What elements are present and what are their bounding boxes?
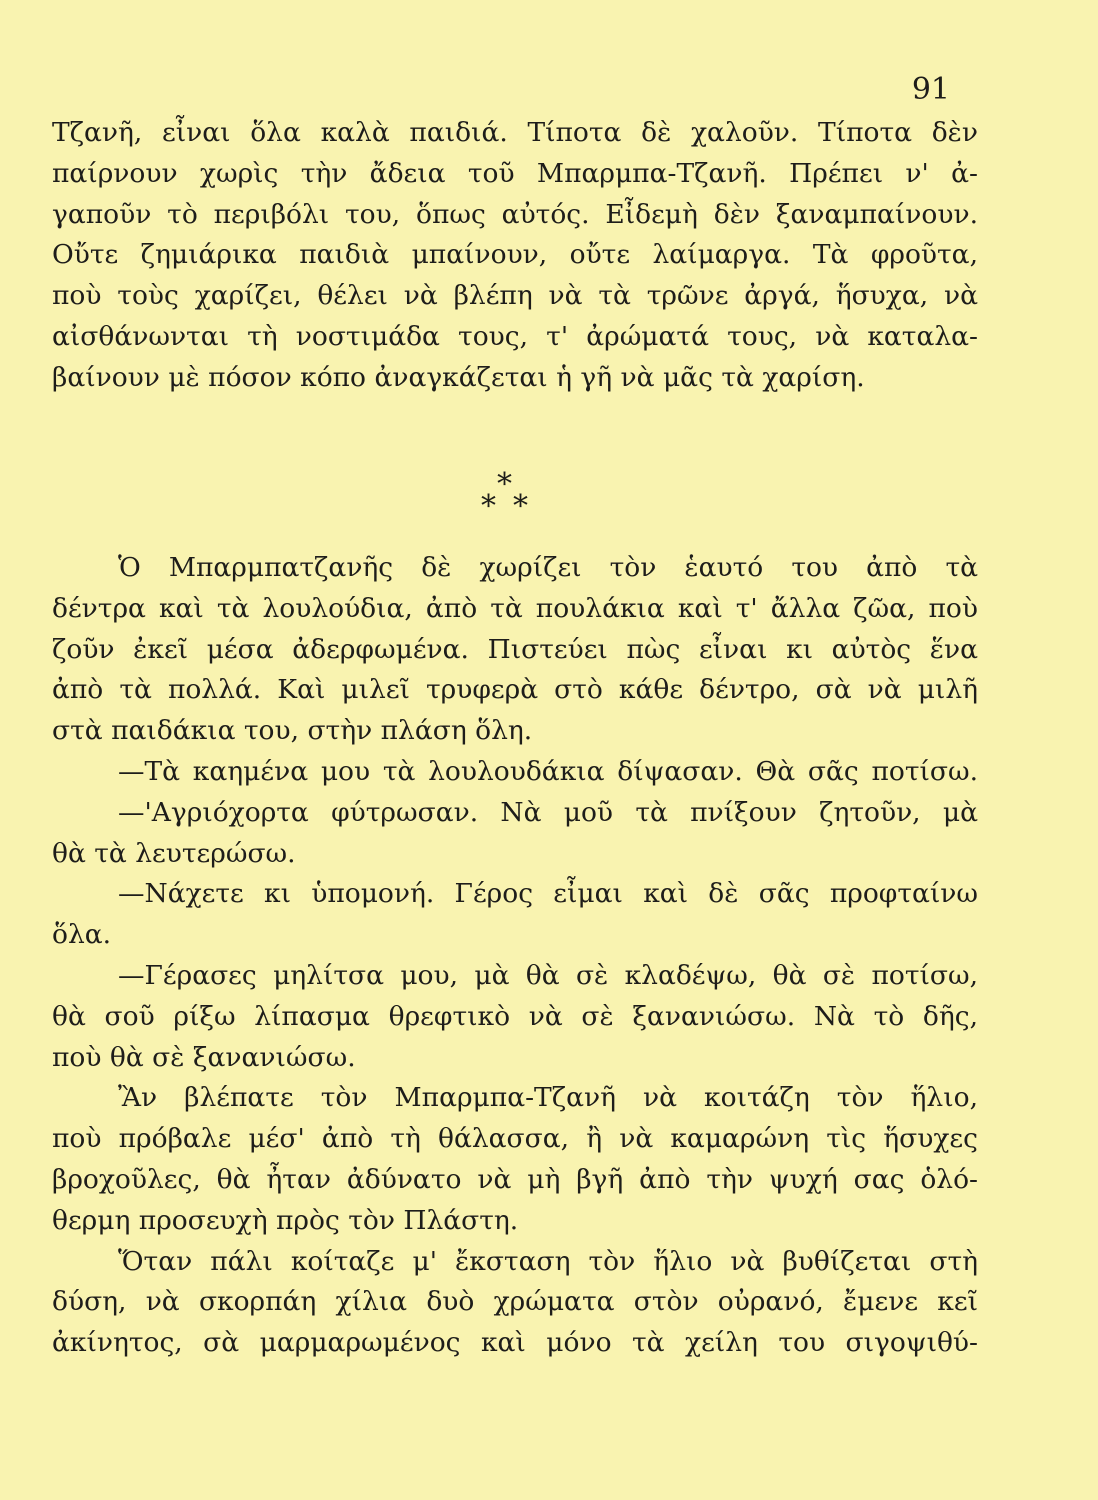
- text-line: ποὺ θὰ σὲ ξανανιώσω.: [52, 1041, 356, 1073]
- section-ornament: [0, 467, 1098, 530]
- text-line: δύση, νὰ σκορπάη χίλια δυὸ χρώματα στὸν οὐρανό, ἔμενε κεῖ: [52, 1286, 978, 1318]
- text-line: —Γέρασες μηλίτσα μου, μὰ θὰ σὲ κλαδέψω, θὰ σὲ ποτίσω,: [118, 959, 978, 991]
- text-line: ἀπὸ τὰ πολλά. Καὶ μιλεῖ τρυφερὰ στὸ κάθε δέντρο, σὰ νὰ μιλῆ: [52, 674, 978, 706]
- asterisk: *: [481, 489, 496, 524]
- text-line: Τζανῆ, εἶναι ὅλα καλὰ παιδιά. Τίποτα δὲ χαλοῦν. Τίποτα δὲν: [52, 117, 978, 148]
- text-line: Ὁ Μπαρμπατζανῆς δὲ χωρίζει τὸν ἑαυτό του ἀπὸ τὰ: [118, 552, 978, 583]
- text-line: θὰ σοῦ ρίξω λίπασμα θρεφτικὸ νὰ σὲ ξανανιώσω. Νὰ τὸ δῆς,: [52, 1000, 978, 1032]
- text-line: δέντρα καὶ τὰ λουλούδια, ἀπὸ τὰ πουλάκια καὶ τ' ἄλλα ζῶα, ποὺ: [52, 592, 978, 624]
- text-line: θερμη προσευχὴ πρὸς τὸν Πλάστη.: [52, 1204, 519, 1236]
- paragraph-1: [52, 113, 978, 399]
- asterisk: *: [497, 467, 512, 502]
- paragraph-2: [52, 548, 978, 1364]
- asterisk: *: [513, 489, 528, 524]
- text-line: στὰ παιδάκια του, στὴν πλάση ὅλη.: [52, 715, 533, 747]
- text-line: αἰσθάνωνται τὴ νοστιμάδα τους, τ' ἀρώματά τους, νὰ καταλα-: [52, 320, 978, 352]
- text-line: παίρνουν χωρὶς τὴν ἄδεια τοῦ Μπαρμπα-Τζανῆ. Πρέπει ν' ἀ-: [52, 157, 978, 189]
- text-line: Ὅταν πάλι κοίταζε μ' ἔκσταση τὸν ἥλιο νὰ βυθίζεται στὴ: [118, 1245, 978, 1277]
- text-line: —Τὰ καημένα μου τὰ λουλουδάκια δίψασαν. Θὰ σᾶς ποτίσω.: [118, 755, 978, 787]
- text-line: θὰ τὰ λευτερώσω.: [52, 837, 296, 869]
- text-line: ζοῦν ἐκεῖ μέσα ἀδερφωμένα. Πιστεύει πὼς εἶναι κι αὐτὸς ἕνα: [52, 633, 978, 665]
- page-number: 91: [911, 72, 950, 107]
- text-line: βαίνουν μὲ πόσον κόπο ἀναγκάζεται ἡ γῆ νὰ μᾶς τὰ χαρίση.: [52, 361, 865, 393]
- text-line: βροχοῦλες, θὰ ἦταν ἀδύνατο νὰ μὴ βγῆ ἀπὸ τὴν ψυχή σας ὁλό-: [52, 1163, 978, 1195]
- text-line: ὅλα.: [52, 919, 112, 951]
- text-line: ποὺ πρόβαλε μέσ' ἀπὸ τὴ θάλασσα, ἢ νὰ καμαρώνη τὶς ἥσυχες: [52, 1123, 978, 1155]
- text-line: ποὺ τοὺς χαρίζει, θέλει νὰ βλέπη νὰ τὰ τρῶνε ἀργά, ἥσυχα, νὰ: [52, 280, 978, 312]
- text-line: ἀκίνητος, σὰ μαρμαρωμένος καὶ μόνο τὰ χείλη του σιγοψιθύ-: [52, 1327, 978, 1359]
- text-line: Ἂν βλέπατε τὸν Μπαρμπα-Τζανῆ νὰ κοιτάζη τὸν ἥλιο,: [118, 1082, 978, 1114]
- text-line: —Νάχετε κι ὑπομονή. Γέρος εἶμαι καὶ δὲ σᾶς προφταίνω: [118, 878, 978, 910]
- text-line: γαποῦν τὸ περιβόλι του, ὅπως αὐτός. Εἶδεμὴ δὲν ξαναμπαίνουν.: [52, 198, 978, 230]
- text-line: Οὔτε ζημιάρικα παιδιὰ μπαίνουν, οὔτε λαίμαργα. Τὰ φροῦτα,: [52, 239, 978, 271]
- text-line: —'Αγριόχορτα φύτρωσαν. Νὰ μοῦ τὰ πνίξουν ζητοῦν, μὰ: [118, 796, 978, 828]
